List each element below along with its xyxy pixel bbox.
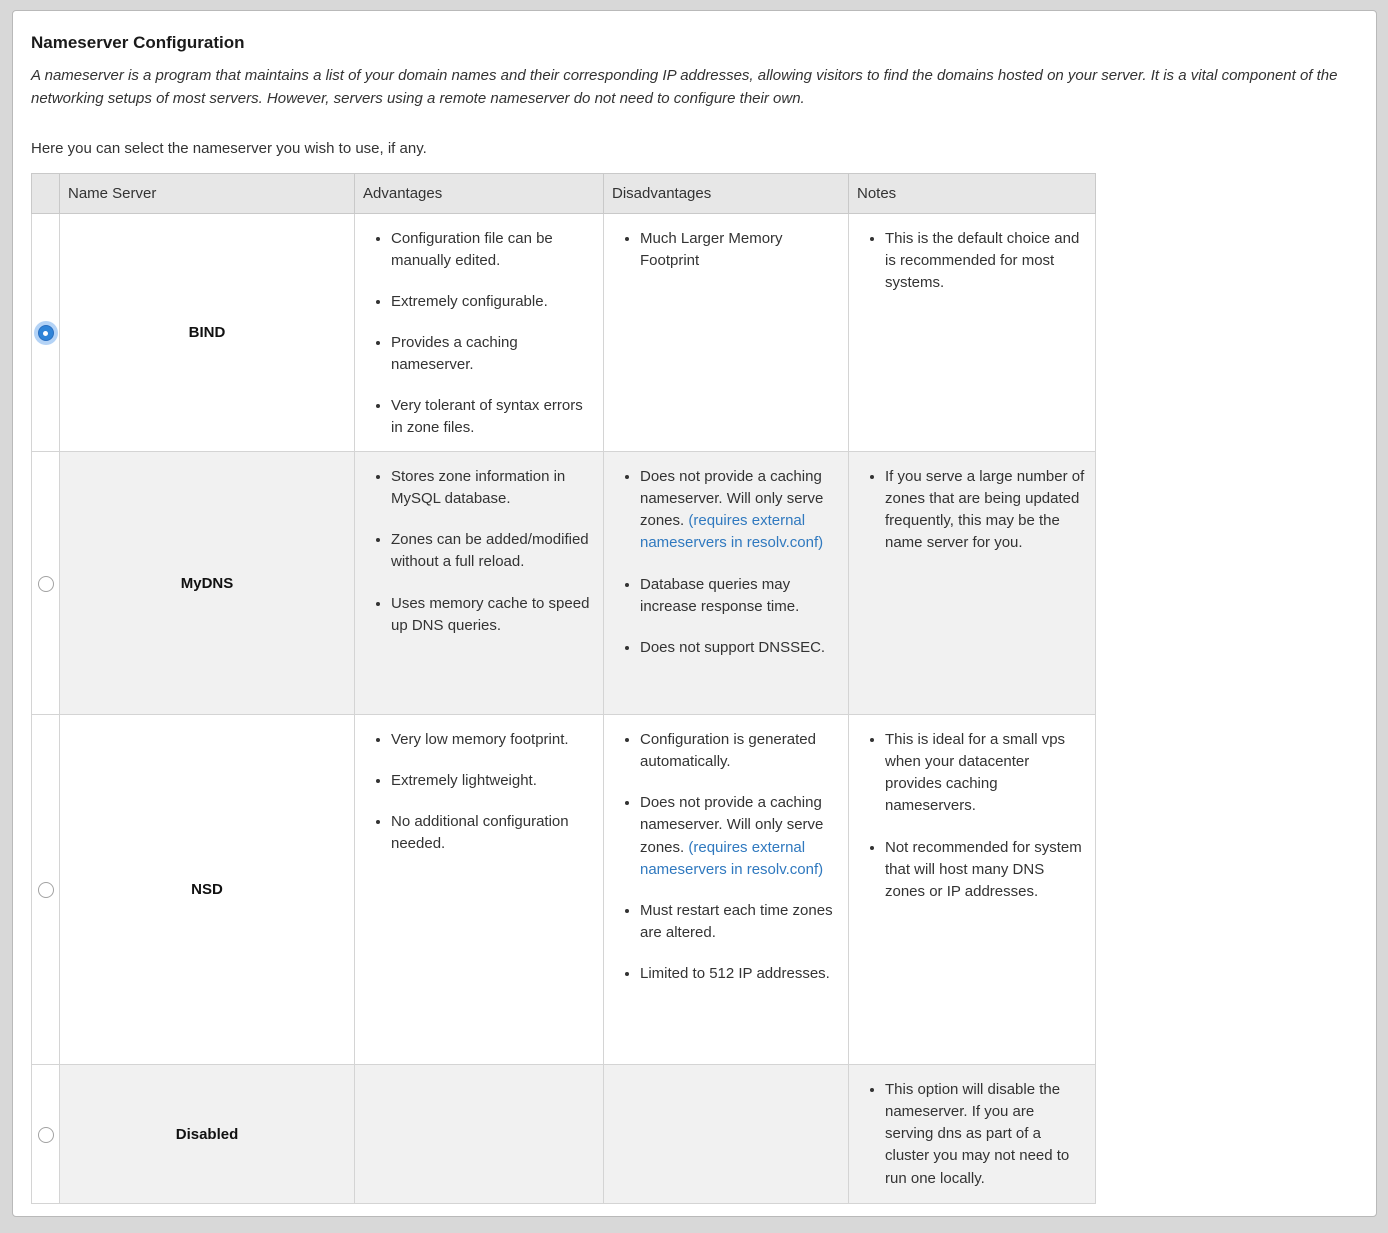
- notes-item: • Not recommended for system that will host many DNS zones or IP addresses.: [885, 837, 1085, 903]
- notes-item: • This option will disable the nameserver. If you are serving dns as part of a cluster you may not need to run one locally.: [885, 1079, 1085, 1189]
- nsd-advantages-cell: [355, 715, 604, 1065]
- advantages-item: • Very low memory footprint.: [391, 729, 593, 751]
- disadvantages-item: • Does not support DNSSEC.: [640, 637, 838, 659]
- disadvantages-item: • Does not provide a caching nameserver. Will only serve zones. (requires external nameservers in resolv.conf): [640, 466, 838, 554]
- nameserver-table-body: [32, 214, 1096, 1204]
- disadvantages-item: • Database queries may increase response time.: [640, 574, 838, 618]
- nsd-notes-cell: [849, 715, 1096, 1065]
- column-header-advantages: Advantages: [355, 174, 604, 214]
- bind-notes-cell: [849, 214, 1096, 452]
- disadvantages-item: • Does not provide a caching nameserver. Will only serve zones. (requires external nameservers in resolv.conf): [640, 792, 838, 880]
- advantages-item: • Very tolerant of syntax errors in zone files.: [391, 395, 593, 439]
- nameserver-row-mydns: [32, 452, 1096, 715]
- mydns-radio-button[interactable]: [38, 576, 54, 592]
- nameserver-table: [31, 173, 1096, 1204]
- resolv-conf-link[interactable]: (requires external nameservers in resolv.conf): [640, 838, 824, 878]
- bind-radio-button[interactable]: [38, 325, 54, 341]
- nsd-radio-button[interactable]: [38, 882, 54, 898]
- disabled-radio-button[interactable]: [38, 1127, 54, 1143]
- column-header-notes: Notes: [849, 174, 1096, 214]
- advantages-item: • No additional configuration needed.: [391, 811, 593, 855]
- disabled-disadvantages-cell: [604, 1065, 849, 1204]
- nsd-name-label: NSD: [60, 715, 355, 1065]
- nameserver-configuration-panel: [12, 10, 1377, 1217]
- nsd-radio-cell: [32, 715, 60, 1065]
- advantages-item: • Extremely configurable.: [391, 291, 593, 313]
- bind-name-label: BIND: [60, 214, 355, 452]
- page-instruction: Here you can select the nameserver you wish to use, if any.: [31, 140, 427, 157]
- advantages-item: • Extremely lightweight.: [391, 770, 593, 792]
- advantages-item: • Zones can be added/modified without a full reload.: [391, 529, 593, 573]
- nsd-disadvantages-list: [614, 729, 838, 984]
- nameserver-row-nsd: [32, 715, 1096, 1065]
- disadvantages-item: • Much Larger Memory Footprint: [640, 228, 838, 272]
- nameserver-row-bind: [32, 214, 1096, 452]
- mydns-notes-list: [859, 466, 1085, 554]
- disadvantages-item: • Must restart each time zones are altered.: [640, 900, 838, 944]
- mydns-advantages-list: [365, 466, 593, 636]
- advantages-item: • Stores zone information in MySQL database.: [391, 466, 593, 510]
- advantages-item: • Provides a caching nameserver.: [391, 332, 593, 376]
- mydns-disadvantages-cell: [604, 452, 849, 715]
- bind-radio-cell: [32, 214, 60, 452]
- page-description: A nameserver is a program that maintains a list of your domain names and their corresponding IP addresses, allowing visitors to find the domains hosted on your server. It is a vital component of the networking setups of most servers. However, servers using a remote nameserver do not need to configure their own.: [31, 67, 1338, 107]
- mydns-name-label: MyDNS: [60, 452, 355, 715]
- bind-advantages-list: [365, 228, 593, 439]
- nsd-disadvantages-cell: [604, 715, 849, 1065]
- disabled-notes-list: [859, 1079, 1085, 1189]
- notes-item: • This is the default choice and is recommended for most systems.: [885, 228, 1085, 294]
- notes-item: • If you serve a large number of zones that are being updated frequently, this may be the name server for you.: [885, 466, 1085, 554]
- bind-notes-list: [859, 228, 1085, 294]
- page-title: Nameserver Configuration: [31, 33, 245, 52]
- disabled-advantages-cell: [355, 1065, 604, 1204]
- advantages-item: • Configuration file can be manually edited.: [391, 228, 593, 272]
- selected-radio-dot: [43, 331, 48, 336]
- disadvantages-item: • Limited to 512 IP addresses.: [640, 963, 838, 985]
- mydns-advantages-cell: [355, 452, 604, 715]
- bind-disadvantages-cell: [604, 214, 849, 452]
- mydns-disadvantages-list: [614, 466, 838, 658]
- disadvantages-item: • Configuration is generated automatically.: [640, 729, 838, 773]
- nsd-notes-list: [859, 729, 1085, 902]
- mydns-radio-cell: [32, 452, 60, 715]
- mydns-notes-cell: [849, 452, 1096, 715]
- bind-advantages-cell: [355, 214, 604, 452]
- table-header-row: [32, 174, 1096, 214]
- nsd-advantages-list: [365, 729, 593, 855]
- column-header-radio: [32, 174, 60, 214]
- nameserver-row-disabled: [32, 1065, 1096, 1204]
- column-header-disadvantages: Disadvantages: [604, 174, 849, 214]
- bind-disadvantages-list: [614, 228, 838, 272]
- disabled-radio-cell: [32, 1065, 60, 1204]
- resolv-conf-link[interactable]: (requires external nameservers in resolv.conf): [640, 512, 824, 552]
- advantages-item: • Uses memory cache to speed up DNS queries.: [391, 593, 593, 637]
- notes-item: • This is ideal for a small vps when your datacenter provides caching nameservers.: [885, 729, 1085, 817]
- column-header-name-server: Name Server: [60, 174, 355, 214]
- disabled-name-label: Disabled: [60, 1065, 355, 1204]
- disabled-notes-cell: [849, 1065, 1096, 1204]
